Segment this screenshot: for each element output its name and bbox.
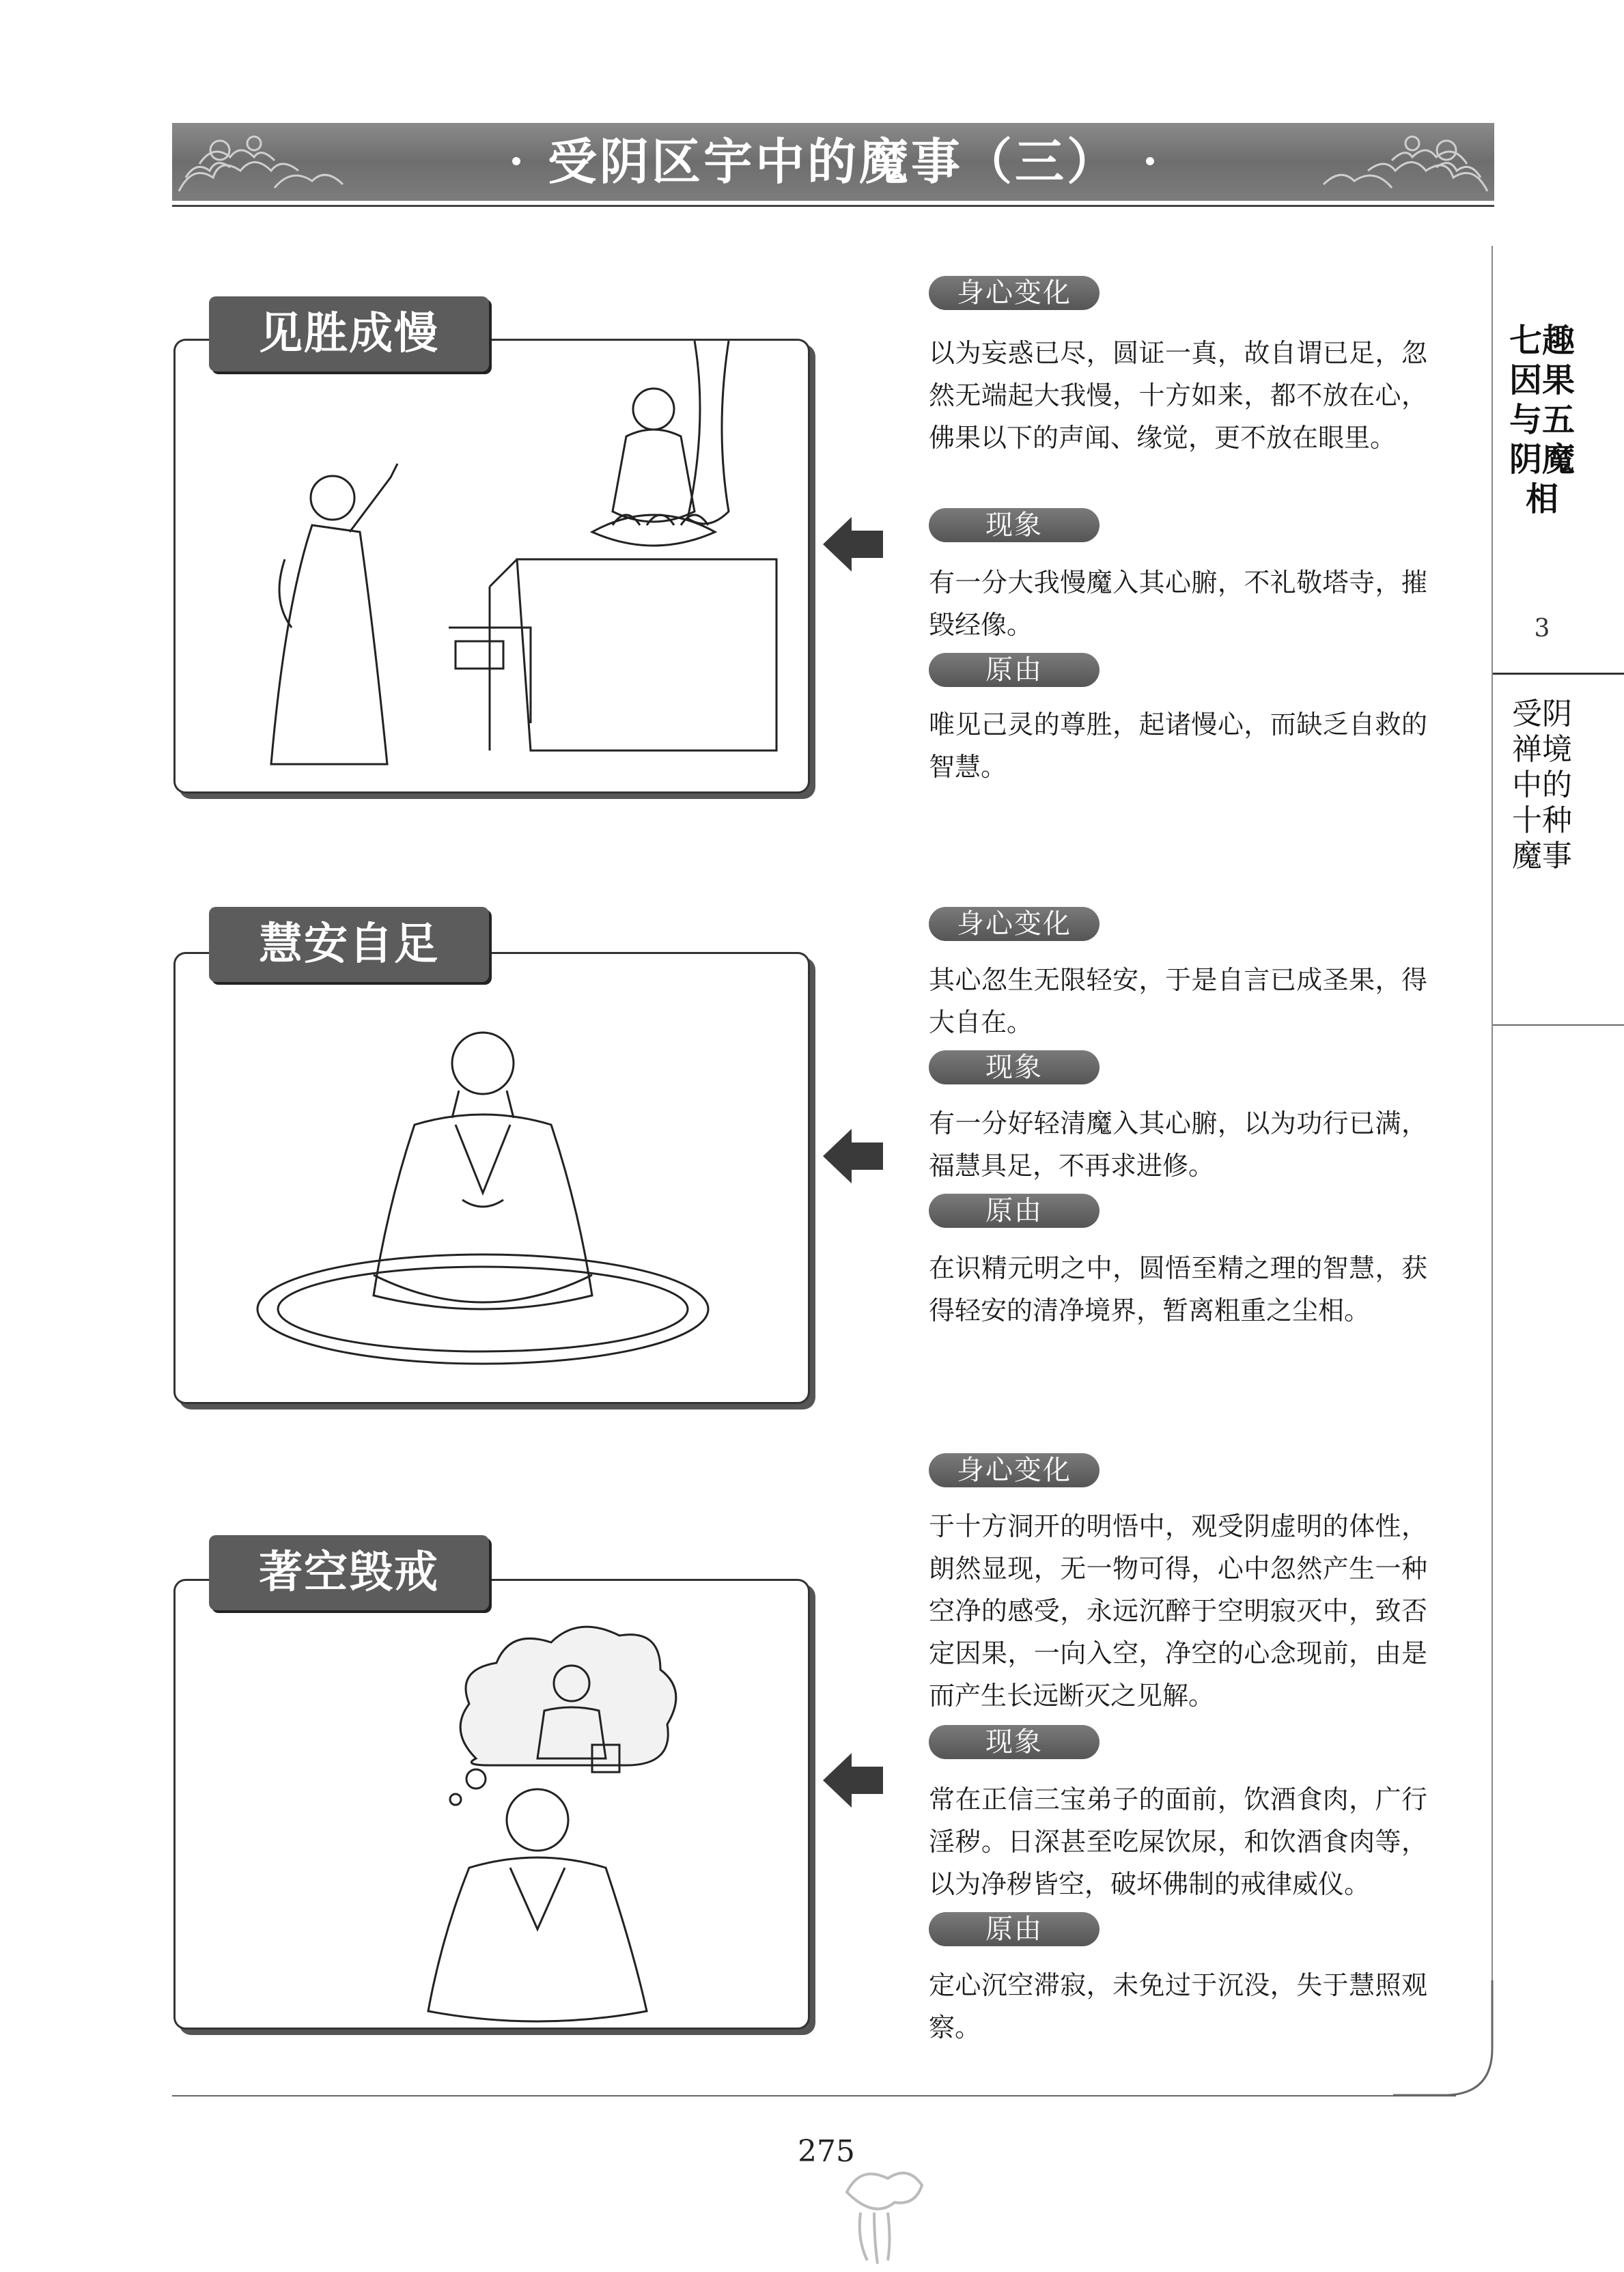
illustration-frame [173, 1579, 810, 2030]
page-title: 受阴区宇中的魔事（三） [547, 133, 1119, 191]
text-cause: 在识精元明之中，圆悟至精之理的智慧，获得轻安的清净境界，暂离粗重之尘相。 [929, 1253, 1427, 1326]
tag-phenomenon: 现象 [929, 1050, 1100, 1084]
corner-curve [1393, 1980, 1496, 2096]
arrow-left-icon [823, 514, 884, 575]
text-body-mind-change: 于十方洞开的明悟中，观受阴虚明的体性，朗然显现，无一物可得，心中忽然产生一种空净的感受，永远沉醉于空明寂灭中，致否定因果，一向入空，净空的心念现前，由是而产生长远断灭之见解。 [929, 1511, 1427, 1711]
section-label: 见胜成慢 [209, 296, 489, 371]
text-phenomenon: 有一分大我慢魔入其心腑，不礼敬塔寺，摧毁经像。 [929, 567, 1427, 640]
arrow-left-icon [823, 1125, 884, 1187]
tag-cause: 原由 [929, 1194, 1100, 1228]
tag-phenomenon: 现象 [929, 1725, 1100, 1759]
section-label: 著空毁戒 [209, 1535, 489, 1610]
page-number: 275 [798, 2134, 855, 2169]
text-body-mind-change: 其心忽生无限轻安，于是自言已成圣果，得大自在。 [929, 965, 1427, 1037]
arrow-left-icon [823, 1750, 884, 1811]
illustration-frame [173, 339, 810, 794]
tag-cause: 原由 [929, 653, 1100, 687]
side-divider [1492, 246, 1493, 2021]
tag-body-mind-change: 身心变化 [929, 907, 1100, 941]
text-phenomenon: 有一分好轻清魔入其心腑，以为功行已满，福慧具足，不再求进修。 [929, 1108, 1427, 1181]
illustration-frame [173, 952, 810, 1404]
tag-cause: 原由 [929, 1912, 1100, 1946]
text-cause: 唯见己灵的尊胜，起诸慢心，而缺乏自救的智慧。 [929, 710, 1427, 782]
section-title: 受阴禅境中的十种魔事 [1512, 697, 1572, 873]
arrogant-monk-illustration [176, 341, 808, 791]
chapter-title: 七趣因果与五阴魔相 [1509, 322, 1575, 518]
chapter-number: 3 [1534, 615, 1550, 643]
section-label: 慧安自足 [209, 907, 489, 982]
dreaming-monk-illustration [176, 1581, 808, 2028]
header-banner [172, 123, 1494, 201]
tag-body-mind-change: 身心变化 [929, 276, 1100, 310]
tag-body-mind-change: 身心变化 [929, 1453, 1100, 1487]
meditating-monk-illustration [176, 954, 808, 1402]
text-body-mind-change: 以为妄惑已尽，圆证一真，故自谓已足，忽然无端起大我慢，十方如来，都不放在心，佛果以下的声闻、缘觉，更不放在眼里。 [929, 338, 1427, 453]
text-phenomenon: 常在正信三宝弟子的面前，饮酒食肉，广行淫秽。日深甚至吃屎饮尿，和饮酒食肉等，以为净秽皆空，破坏佛制的戒律威仪。 [929, 1784, 1427, 1899]
tag-phenomenon: 现象 [929, 508, 1100, 542]
text-cause: 定心沉空滞寂，未免过于沉没，失于慧照观察。 [929, 1970, 1427, 2043]
header-rule [172, 205, 1494, 207]
side-separator [1493, 673, 1624, 675]
side-separator [1493, 1024, 1624, 1026]
footer-rule [172, 2095, 1456, 2096]
